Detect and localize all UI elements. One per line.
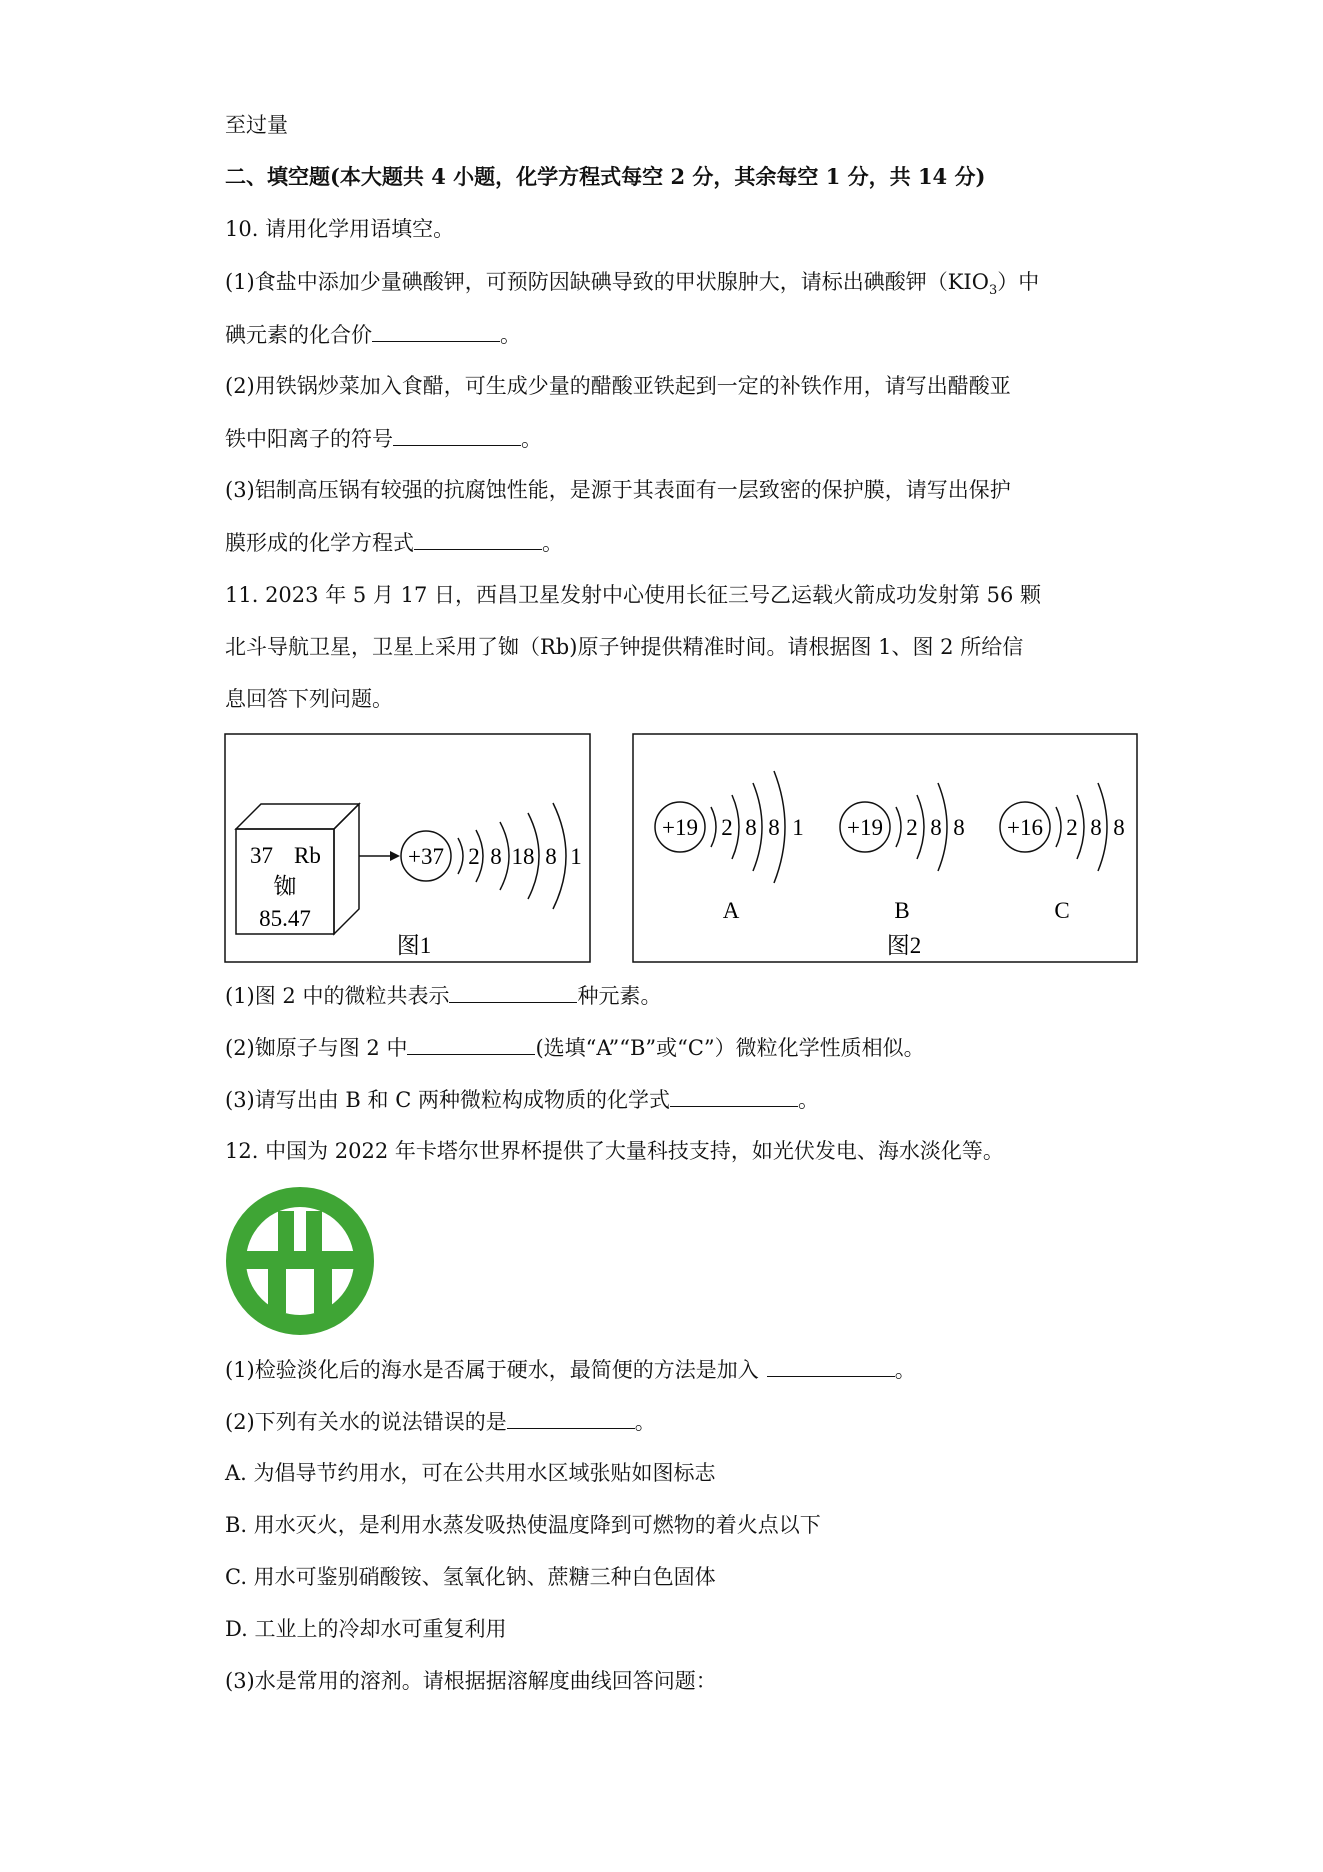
answer-blank[interactable] [372, 319, 500, 342]
water-saving-logo [224, 1185, 376, 1337]
question-11-cont2: 息回答下列问题。 [225, 687, 393, 711]
question-12: 12. 中国为 2022 年卡塔尔世界杯提供了大量科技支持，如光伏发电、海水淡化等。 [225, 1139, 1004, 1163]
logo-drop-right [306, 1211, 322, 1251]
shell-electrons: 8 [745, 815, 757, 840]
question-10: 10. 请用化学用语填空。 [225, 217, 455, 241]
q10-1-text-end: ）中 [997, 270, 1040, 294]
logo-bar [230, 1251, 370, 1269]
q10-1-text: (1)食盐中添加少量碘酸钾，可预防因缺碘导致的甲状腺肿大，请标出碘酸钾（KIO [225, 270, 989, 294]
question-10-3-cont [225, 527, 563, 558]
question-10-2-cont [225, 423, 542, 454]
question-11-1 [225, 980, 661, 1011]
cube-top [236, 804, 359, 829]
answer-blank[interactable] [767, 1354, 895, 1377]
shell-electrons: 2 [1066, 815, 1078, 840]
q12-1-period: 。 [894, 1358, 916, 1382]
shell-electrons: 1 [570, 844, 582, 869]
q11-3-text: (3)请写出由 B 和 C 两种微粒构成物质的化学式 [225, 1088, 670, 1112]
shell-arc [458, 838, 463, 874]
q11-1-text: (1)图 2 中的微粒共表示 [225, 984, 450, 1008]
particle-a [655, 771, 804, 923]
q12-2-text: (2)下列有关水的说法错误的是 [225, 1410, 507, 1434]
q10-1-cont-text: 碘元素的化合价 [225, 323, 372, 347]
answer-blank[interactable] [507, 1406, 635, 1429]
arrow-head [390, 851, 400, 861]
question-11-cont: 北斗导航卫星，卫星上采用了铷（Rb)原子钟提供精准时间。请根据图 1、图 2 所给信 [225, 635, 1024, 659]
shell-arc [711, 807, 716, 847]
atomic-mass: 85.47 [259, 906, 311, 931]
shell-arc [1056, 807, 1061, 847]
q12-2-period: 。 [634, 1410, 656, 1434]
figure-2-frame [633, 734, 1137, 962]
q11-2-text-end: (选填“A”“B”或“C”）微粒化学性质相似。 [535, 1036, 925, 1060]
q10-3-cont-text: 膜形成的化学方程式 [225, 531, 414, 555]
question-10-1-cont [225, 319, 521, 350]
q10-3-period: 。 [542, 531, 563, 555]
q10-2-cont-text: 铁中阳离子的符号 [225, 427, 393, 451]
atomic-number: 37 [250, 843, 273, 868]
q11-1-text-end: 种元素。 [577, 984, 662, 1008]
figure-2-caption: 图2 [886, 933, 922, 958]
nucleus-charge: +16 [1007, 815, 1043, 840]
q11-2-text: (2)铷原子与图 2 中 [225, 1036, 408, 1060]
logo-leg-left [268, 1269, 286, 1313]
shell-arc [896, 807, 901, 847]
element-symbol: Rb [294, 843, 321, 868]
section-heading: 二、填空题(本大题共 4 小题，化学方程式每空 2 分，其余每空 1 分，共 14 分) [225, 164, 986, 189]
cube-side [334, 804, 359, 934]
option-d: D. 工业上的冷却水可重复利用 [225, 1617, 507, 1641]
option-b: B. 用水灭火，是利用水蒸发吸热使温度降到可燃物的着火点以下 [225, 1513, 821, 1537]
q10-2-period: 。 [521, 427, 542, 451]
question-12-3: (3)水是常用的溶剂。请根据据溶解度曲线回答问题： [225, 1669, 717, 1693]
shell-electrons: 8 [545, 844, 557, 869]
text-line: 至过量 [225, 113, 288, 137]
shell-electrons: 8 [930, 815, 942, 840]
nucleus-charge: +19 [847, 815, 883, 840]
shell-electrons: 8 [490, 844, 502, 869]
q10-1-subscript: 3 [988, 283, 998, 299]
figure-1 [224, 733, 592, 964]
nucleus-charge: +37 [408, 844, 444, 869]
answer-blank[interactable] [670, 1084, 798, 1107]
shell-electrons: 8 [768, 815, 780, 840]
nucleus-charge: +19 [662, 815, 698, 840]
element-name: 铷 [273, 874, 297, 899]
option-a: A. 为倡导节约用水，可在公共用水区域张贴如图标志 [225, 1461, 716, 1485]
particle-label: B [894, 898, 910, 923]
logo-leg-right [314, 1269, 332, 1313]
question-10-2: (2)用铁锅炒菜加入食醋，可生成少量的醋酸亚铁起到一定的补铁作用，请写出醋酸亚 [225, 374, 1011, 398]
answer-blank[interactable] [393, 423, 521, 446]
shell-arc [732, 795, 739, 859]
question-11-2 [225, 1032, 925, 1063]
shell-electrons: 2 [721, 815, 733, 840]
figure-1-caption: 图1 [396, 933, 432, 958]
question-11-3 [225, 1084, 819, 1115]
shell-electrons: 8 [1090, 815, 1102, 840]
question-10-3: (3)铝制高压锅有较强的抗腐蚀性能，是源于其表面有一层致密的保护膜，请写出保护 [225, 478, 1011, 502]
particle-b [840, 783, 965, 923]
answer-blank[interactable] [449, 980, 577, 1003]
shell-arc [1077, 795, 1084, 859]
shell-electrons: 18 [511, 844, 535, 869]
shell-electrons: 8 [1113, 815, 1125, 840]
q10-1-period: 。 [500, 323, 521, 347]
shell-electrons: 2 [468, 844, 480, 869]
question-11: 11. 2023 年 5 月 17 日，西昌卫星发射中心使用长征三号乙运载火箭成功发射第 56 颗 [225, 583, 1042, 607]
shell-electrons: 1 [792, 815, 804, 840]
question-12-1 [225, 1354, 916, 1385]
particle-label: A [722, 898, 740, 923]
particle-c [1000, 783, 1125, 923]
question-12-2 [225, 1406, 656, 1437]
q11-3-period: 。 [797, 1088, 819, 1112]
shell-electrons: 8 [953, 815, 965, 840]
q12-1-text: (1)检验淡化后的海水是否属于硬水，最简便的方法是加入 [225, 1358, 759, 1382]
shell-arc [917, 795, 924, 859]
answer-blank[interactable] [407, 1032, 535, 1055]
shell-electrons: 2 [906, 815, 918, 840]
option-c: C. 用水可鉴别硝酸铵、氢氧化钠、蔗糖三种白色固体 [225, 1565, 716, 1589]
logo-drop-left [278, 1211, 294, 1251]
figure-2 [632, 733, 1139, 964]
question-10-1 [225, 267, 1039, 297]
answer-blank[interactable] [414, 527, 542, 550]
particle-label: C [1054, 898, 1070, 923]
